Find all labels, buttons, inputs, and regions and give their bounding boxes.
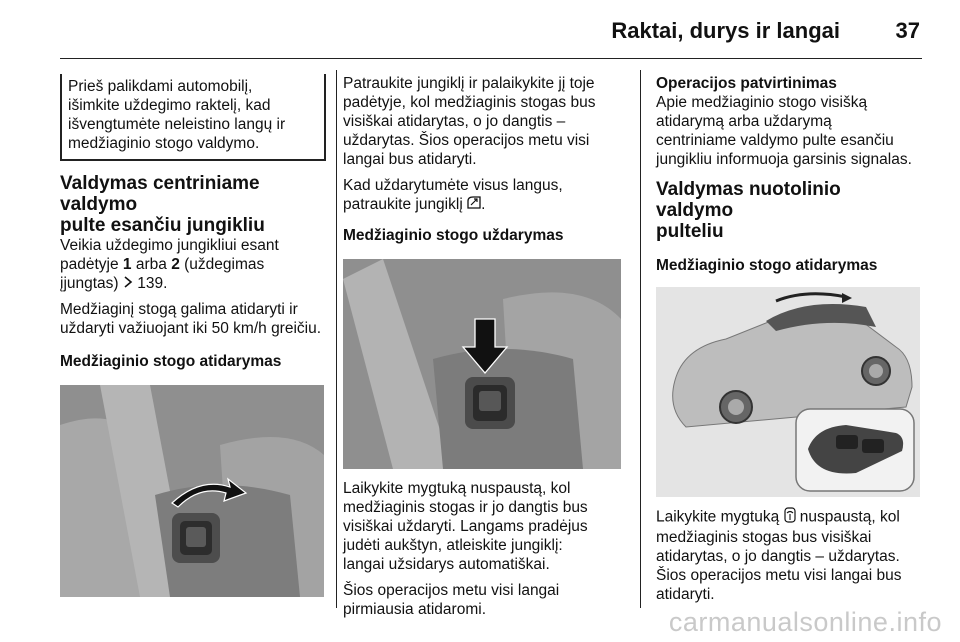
subheading: Medžiaginio stogo uždarymas <box>343 227 564 245</box>
warning-note: Prieš palikdami automobilį, išimkite uždegimo raktelį, kad išvengtumėte neleistino langų ir medžiaginio stogo valdymo. <box>60 74 326 161</box>
section-heading: Valdymas nuotolinio valdymo pulteliu <box>656 179 841 242</box>
column-2 <box>343 74 623 626</box>
paragraph: Veikia uždegimo jungikliui esant padėtyje 1 arba 2 (uždegimas įjungtas) 139. <box>60 237 279 292</box>
page-title: Raktai, durys ir langai <box>611 18 840 43</box>
column-divider <box>336 70 337 608</box>
paragraph: Kad uždarytumėte visus langus, patraukite jungiklį . <box>343 177 563 213</box>
page-number: 37 <box>895 18 920 43</box>
figure-car-remote-key <box>656 287 920 497</box>
paragraph: Šios operacijos metu visi langai pirmiausia atidaromi. <box>343 582 560 619</box>
paragraph: Laikykite mygtuką nuspaustą, kol medžiaginis stogas bus visiškai atidarytas, o jo dangtis – uždarytas. Šios operacijos metu visi langai bus atidaryti. <box>656 508 902 603</box>
figure-console-switch-close <box>343 259 621 469</box>
paragraph: Patraukite jungiklį ir palaikykite jį toje padėtyje, kol medžiaginis stogas bus visiškai atidarytas, o jo dangtis – uždarytas. Šios operacijos metu visi langai bus atidaryti. <box>343 75 596 168</box>
subheading: Medžiaginio stogo atidarymas <box>656 257 878 274</box>
column-1 <box>60 74 326 607</box>
paragraph: Medžiaginį stogą galima atidaryti ir uždaryti važiuojant iki 50 km/h greičiu. <box>60 301 322 338</box>
paragraph: Apie medžiaginio stogo visišką atidarymą arba uždarymą centriniame valdymo pulte esančiu jungikliu informuoja garsinis signalas. <box>656 94 912 168</box>
header-rule <box>60 58 922 59</box>
page-reference-icon <box>123 274 133 293</box>
figure-console-switch-open <box>60 385 324 597</box>
paragraph: Laikykite mygtuką nuspaustą, kol medžiaginis stogas ir jo dangtis bus visiškai uždaryti. Langams pradėjus judėti aukštyn, atleiskite jungiklį: langai užsidarys automatiškai. <box>343 480 588 574</box>
watermark: carmanualsonline.info <box>668 607 942 637</box>
subheading: Medžiaginio stogo atidarymas <box>60 353 282 371</box>
column-divider <box>640 70 641 608</box>
section-heading: Valdymas centriniame valdymo pulte esančiu jungikliu <box>60 173 265 236</box>
roof-button-icon <box>784 507 796 528</box>
subheading: Operacijos patvirtinimas <box>656 75 837 92</box>
column-3 <box>656 74 921 611</box>
window-switch-icon <box>467 195 481 214</box>
page-header <box>0 0 960 60</box>
